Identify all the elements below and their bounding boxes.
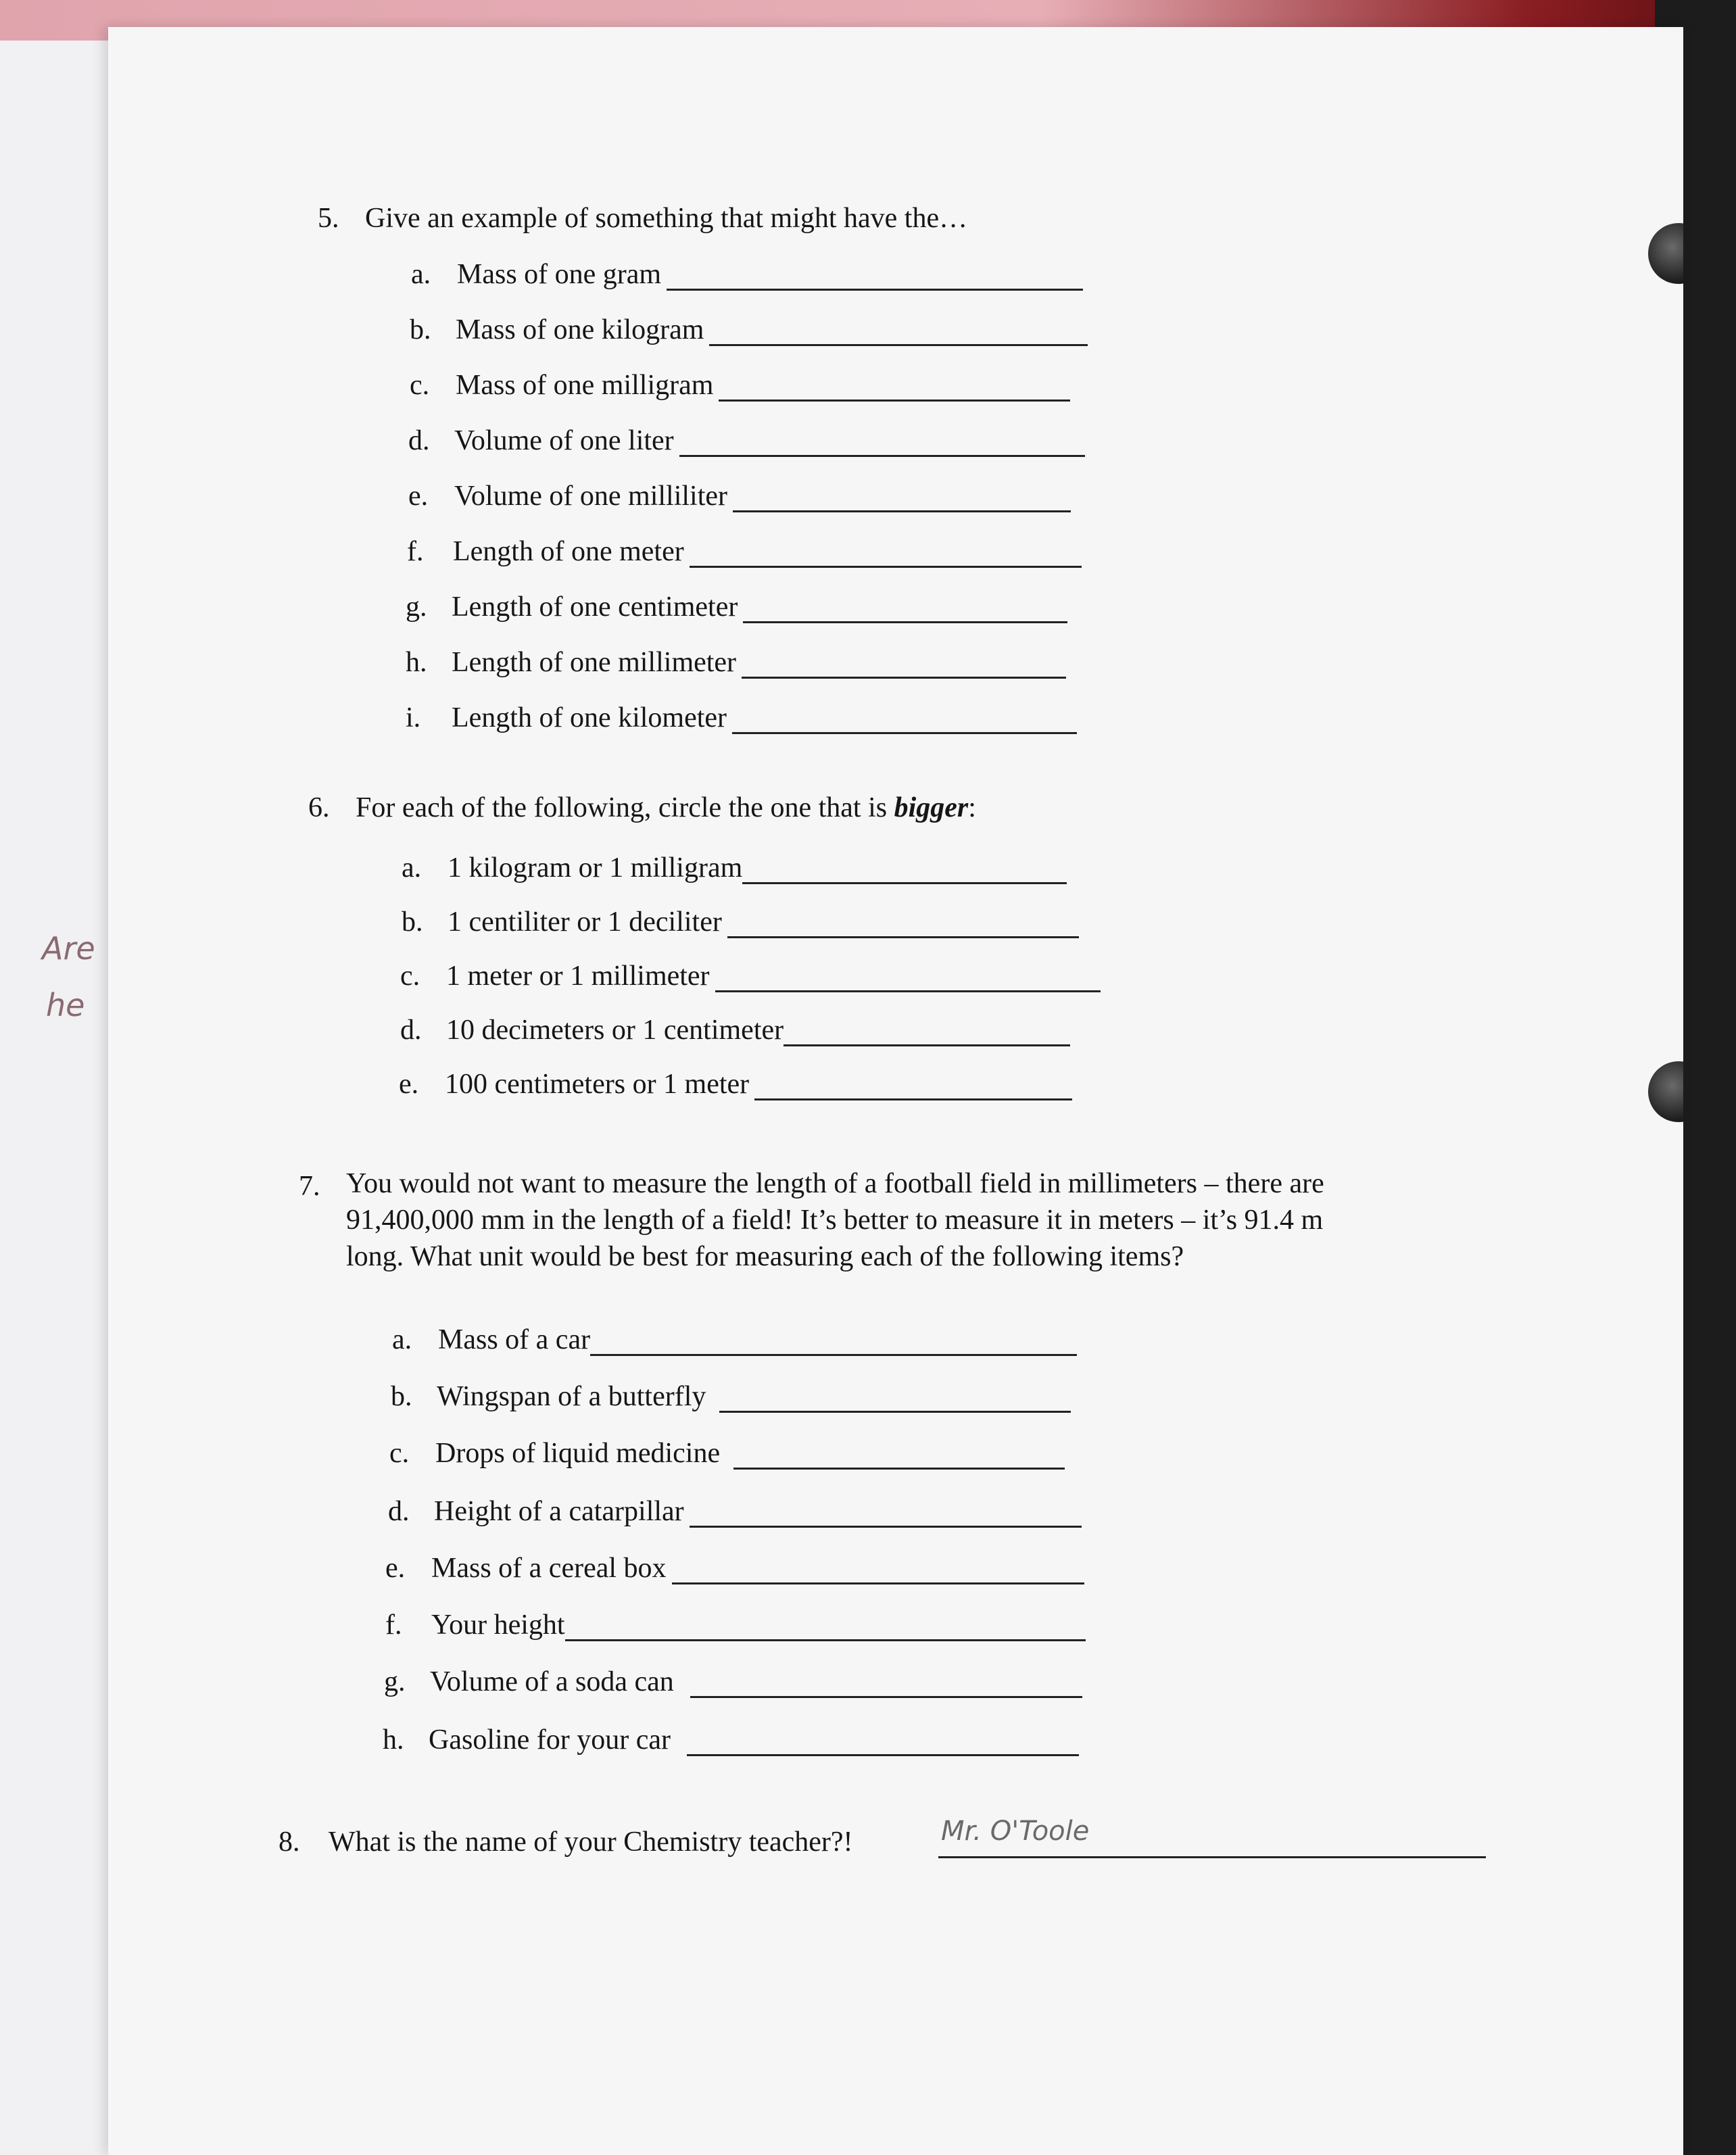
item-text: Mass of one gram [457, 259, 662, 290]
item-letter: c. [400, 961, 420, 992]
q7-item-e [385, 1547, 1084, 1584]
q5-item-a [411, 253, 1083, 291]
question-8-prompt: What is the name of your Chemistry teacher?! [329, 1826, 853, 1858]
item-letter: f. [407, 536, 424, 567]
item-text: Volume of a soda can [430, 1666, 674, 1697]
item-text: Wingspan of a butterfly [437, 1381, 706, 1412]
q5-item-b [410, 308, 1088, 346]
answer-blank[interactable] [687, 1727, 1079, 1756]
question-6-prompt-end: : [968, 792, 976, 823]
q7-item-c [389, 1432, 1065, 1470]
item-text: 1 kilogram or 1 milligram [448, 852, 743, 883]
answer-blank[interactable] [783, 1017, 1070, 1046]
item-text: Mass of one milligram [456, 370, 714, 401]
answer-blank[interactable] [742, 650, 1066, 679]
q7-item-b [391, 1375, 1071, 1413]
question-7-number: 7. [299, 1171, 320, 1202]
question-7-prompt [346, 1165, 1509, 1275]
item-text: Volume of one milliliter [454, 481, 728, 512]
question-8 [279, 1828, 853, 1856]
item-text: Height of a catarpillar [434, 1496, 684, 1527]
margin-note-1: Are [42, 930, 95, 967]
answer-blank[interactable] [733, 483, 1071, 512]
handwritten-answer: Mr. O'Toole [941, 1816, 1090, 1847]
item-text: 100 centimeters or 1 meter [445, 1069, 750, 1100]
item-text: 1 meter or 1 millimeter [446, 961, 710, 992]
item-text: Length of one centimeter [452, 591, 738, 623]
margin-note-2: he [46, 987, 85, 1023]
question-6-prompt: For each of the following, circle the one that is [356, 792, 894, 823]
q6-item-b [402, 900, 1079, 938]
q5-item-g [406, 585, 1067, 623]
binder-ring-top [1648, 223, 1683, 284]
answer-blank[interactable] [742, 855, 1067, 884]
item-letter: a. [402, 852, 422, 883]
answer-blank[interactable] [709, 317, 1088, 346]
question-5 [318, 204, 967, 233]
answer-blank[interactable] [715, 963, 1101, 992]
q5-item-i [406, 696, 1077, 734]
item-text: Volume of one liter [454, 425, 674, 456]
item-letter: h. [383, 1724, 404, 1756]
q5-item-c [410, 364, 1070, 402]
item-text: Mass of a cereal box [431, 1553, 667, 1584]
question-7-line-1: You would not want to measure the length of a football field in millimeters – there are [346, 1168, 1324, 1199]
item-text: Length of one meter [453, 536, 684, 567]
question-5-number: 5. [318, 203, 339, 234]
q6-item-e [399, 1063, 1072, 1100]
item-text: Mass of a car [438, 1324, 591, 1355]
item-letter: h. [406, 647, 427, 678]
item-letter: d. [408, 425, 430, 456]
question-8-number: 8. [279, 1826, 300, 1858]
q7-item-a [392, 1318, 1077, 1356]
item-letter: e. [408, 481, 429, 512]
item-letter: e. [385, 1553, 406, 1584]
question-6 [308, 794, 976, 822]
answer-blank[interactable] [565, 1612, 1086, 1641]
item-letter: d. [388, 1496, 410, 1527]
q5-item-h [406, 641, 1066, 679]
answer-blank[interactable] [679, 428, 1085, 457]
item-text: Gasoline for your car [429, 1724, 671, 1756]
answer-blank[interactable] [690, 1499, 1082, 1528]
answer-line[interactable] [938, 1856, 1486, 1858]
question-7-line-3: long. What unit would be best for measuring each of the following items? [346, 1241, 1184, 1272]
item-letter: b. [391, 1381, 412, 1412]
q5-item-d [408, 419, 1085, 457]
q5-item-e [408, 475, 1071, 512]
item-letter: g. [406, 591, 427, 623]
answer-blank[interactable] [690, 539, 1082, 568]
item-letter: a. [411, 259, 431, 290]
item-text: 1 centiliter or 1 deciliter [448, 906, 722, 938]
answer-blank[interactable] [754, 1071, 1072, 1100]
question-6-number: 6. [308, 792, 330, 823]
item-letter: d. [400, 1015, 422, 1046]
item-text: Your height [431, 1609, 565, 1641]
item-letter: b. [410, 314, 431, 345]
q7-item-d [388, 1490, 1082, 1528]
answer-blank[interactable] [590, 1327, 1077, 1356]
item-letter: c. [389, 1438, 410, 1469]
q7-item-h [383, 1718, 1079, 1756]
binder-ring-middle [1648, 1061, 1683, 1122]
item-text: 10 decimeters or 1 centimeter [446, 1015, 784, 1046]
item-letter: e. [399, 1069, 419, 1100]
item-text: Mass of one kilogram [456, 314, 704, 345]
worksheet-page [108, 27, 1683, 2155]
question-5-prompt: Give an example of something that might have the… [365, 203, 968, 234]
item-text: Length of one millimeter [452, 647, 737, 678]
item-letter: a. [392, 1324, 412, 1355]
answer-blank[interactable] [667, 262, 1083, 291]
answer-blank[interactable] [727, 909, 1079, 938]
q7-item-g [384, 1660, 1082, 1698]
item-letter: c. [410, 370, 430, 401]
q6-item-a [402, 846, 1067, 884]
q6-item-d [400, 1009, 1070, 1046]
answer-blank[interactable] [732, 705, 1077, 734]
answer-blank[interactable] [672, 1555, 1084, 1584]
q6-item-c [400, 954, 1101, 992]
item-text: Length of one kilometer [452, 702, 727, 733]
question-7-line-2: 91,400,000 mm in the length of a field! It’s better to measure it in meters – it’s 91.4 m [346, 1205, 1324, 1236]
answer-blank[interactable] [690, 1669, 1082, 1698]
answer-blank[interactable] [743, 594, 1067, 623]
q7-item-f [385, 1603, 1086, 1641]
answer-blank[interactable] [719, 1384, 1071, 1413]
item-letter: b. [402, 906, 423, 938]
item-letter: i. [406, 702, 421, 733]
answer-blank[interactable] [733, 1440, 1065, 1470]
item-letter: f. [385, 1609, 402, 1641]
q5-item-f [407, 530, 1082, 568]
answer-blank[interactable] [719, 372, 1070, 402]
question-6-emphasis: bigger [894, 792, 969, 823]
item-text: Drops of liquid medicine [435, 1438, 721, 1469]
item-letter: g. [384, 1666, 406, 1697]
